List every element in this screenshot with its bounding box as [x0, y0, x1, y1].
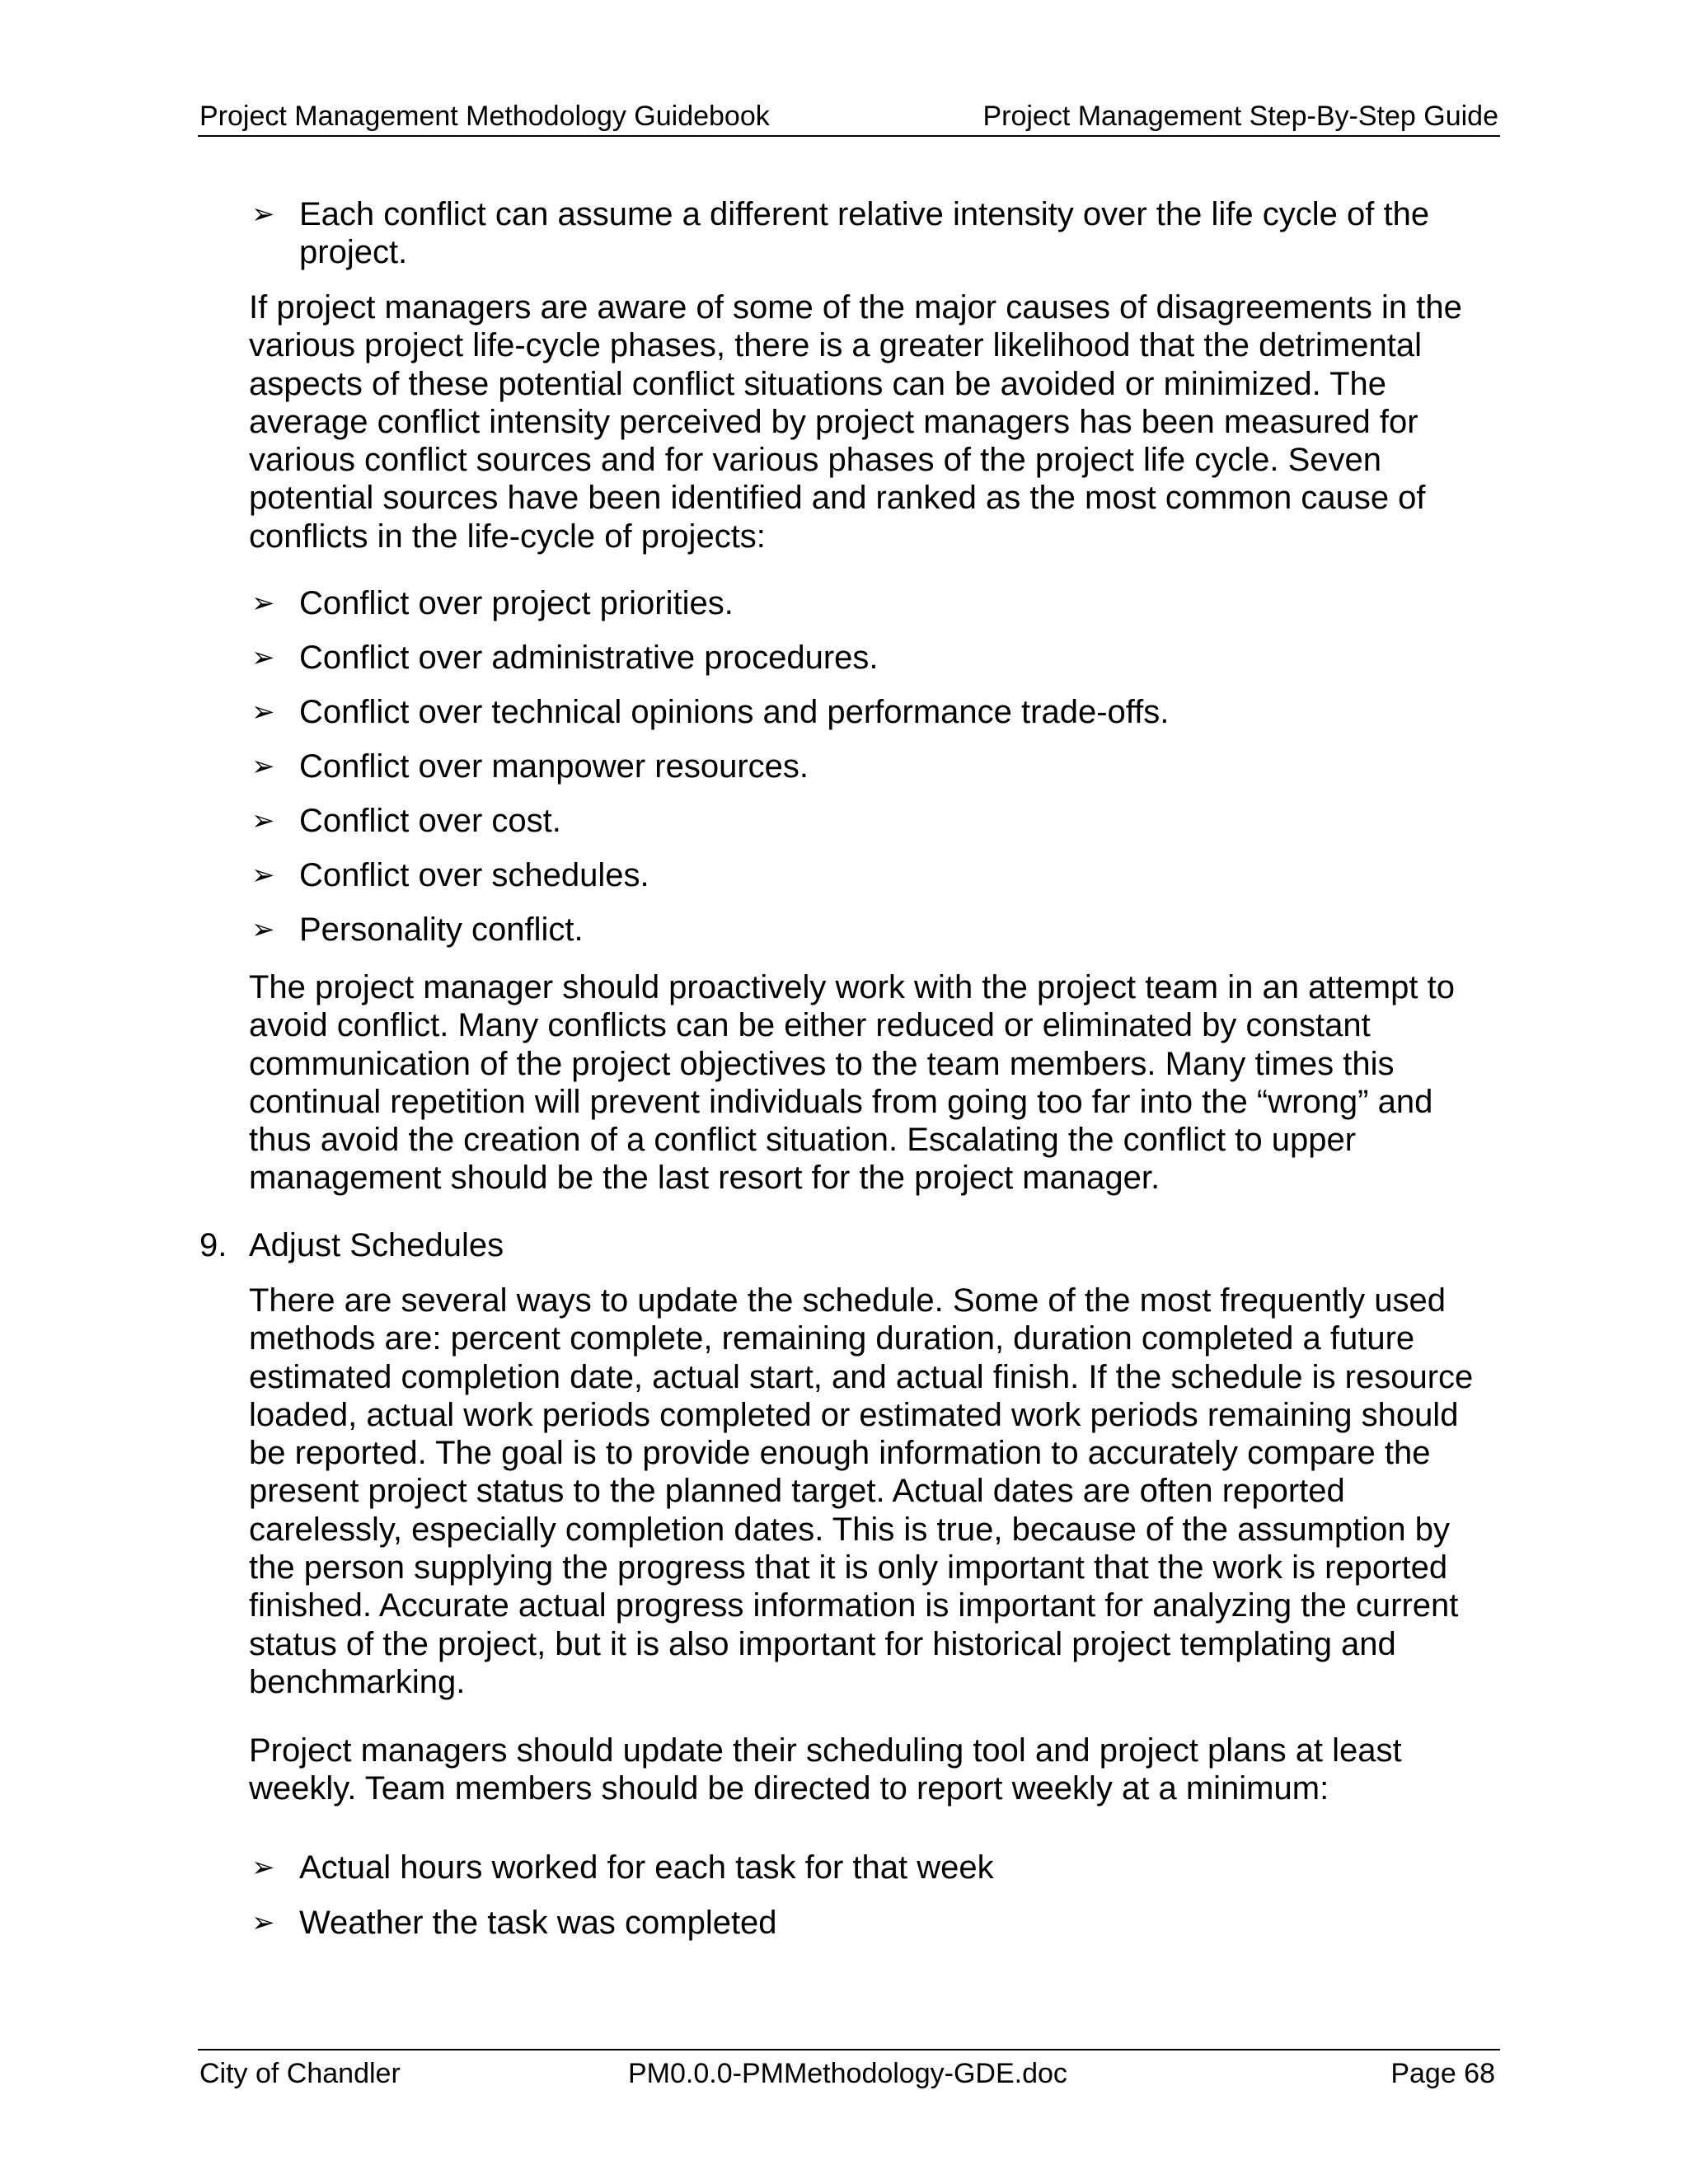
list-item	[251, 639, 1471, 677]
intro-bullet-text: Each conflict can assume a different relative intensity over the life cycle of the project.	[299, 196, 1430, 270]
arrow-bullet-icon: ➢	[251, 859, 275, 892]
arrow-bullet-icon: ➢	[251, 1906, 275, 1939]
page-footer	[198, 2049, 1500, 2093]
section-number: 9.	[199, 1227, 227, 1263]
list-item-text: Personality conflict.	[299, 912, 584, 948]
paragraph-update-schedule: There are several ways to update the schedule. Some of the most frequently used methods are: percent complete, remaining duration, duration completed a future estimated completion date, actual start, and actual finish. If the schedule is resource loaded, actual work periods completed or estimated work periods remaining should be reported. The goal is to provide enough information to accurately compare the present project status to the planned target. Actual dates are often reported carelessly, especially completion dates. This is true, because of the assumption by the person supplying the progress that it is only important that the work is reported finished. Accurate actual progress information is important for analyzing the current status of the project, but it is also important for historical project templating and benchmarking.	[249, 1282, 1474, 1700]
list-item-text: Conflict over cost.	[299, 803, 561, 839]
arrow-bullet-icon: ➢	[251, 1851, 275, 1884]
list-item	[251, 748, 1471, 785]
arrow-bullet-icon: ➢	[251, 913, 275, 946]
footer-organization: City of Chandler	[199, 2058, 401, 2089]
list-item	[251, 1849, 1471, 1886]
paragraph-avoid-conflict: The project manager should proactively work with the project team in an attempt to avoid conflict. Many conflicts can be either reduced or eliminated by constant communication of the project objectives to the team members. Many times this continual repetition will prevent individuals from going too far into the “wrong” and thus avoid the creation of a conflict situation. Escalating the conflict to upper management should be the last resort for the project manager.	[249, 969, 1455, 1197]
section-title: Adjust Schedules	[249, 1227, 504, 1263]
list-item-text: Conflict over technical opinions and performance trade-offs.	[299, 694, 1170, 730]
list-item-text: Actual hours worked for each task for that week	[299, 1849, 994, 1886]
arrow-bullet-icon: ➢	[251, 750, 275, 783]
list-item	[251, 1904, 1471, 1942]
arrow-bullet-icon: ➢	[251, 587, 275, 620]
list-item-text: Conflict over administrative procedures.	[299, 640, 879, 676]
arrow-bullet-icon: ➢	[251, 696, 275, 729]
list-item-text: Conflict over manpower resources.	[299, 748, 809, 785]
list-item-text: Conflict over schedules.	[299, 857, 649, 893]
footer-filename: PM0.0.0-PMMethodology-GDE.doc	[628, 2058, 1067, 2089]
arrow-bullet-icon: ➢	[251, 198, 275, 231]
list-item-text: Conflict over project priorities.	[299, 585, 734, 621]
header-document-title: Project Management Methodology Guidebook	[199, 101, 770, 132]
list-item	[251, 693, 1471, 731]
header-guide-title: Project Management Step-By-Step Guide	[982, 101, 1498, 132]
paragraph-weekly-update: Project managers should update their scheduling tool and project plans at least weekly. Team members should be directed to report weekly at a minimum:	[249, 1732, 1402, 1807]
list-item	[251, 856, 1471, 894]
paragraph-conflict-causes: If project managers are aware of some of the major causes of disagreements in the various project life-cycle phases, there is a greater likelihood that the detrimental aspects of these potential conflict situations can be avoided or minimized. The average conflict intensity perceived by project managers has been measured for various conflict sources and for various phases of the project life cycle. Seven potential sources have been identified and ranked as the most common cause of conflicts in the life-cycle of projects:	[249, 289, 1462, 555]
list-item	[251, 584, 1471, 622]
arrow-bullet-icon: ➢	[251, 641, 275, 674]
footer-page-number: Page 68	[1390, 2058, 1495, 2089]
list-item	[251, 802, 1471, 840]
arrow-bullet-icon: ➢	[251, 804, 275, 837]
list-item	[251, 911, 1471, 949]
intro-bullet	[251, 195, 1471, 271]
list-item-text: Weather the task was completed	[299, 1905, 777, 1941]
